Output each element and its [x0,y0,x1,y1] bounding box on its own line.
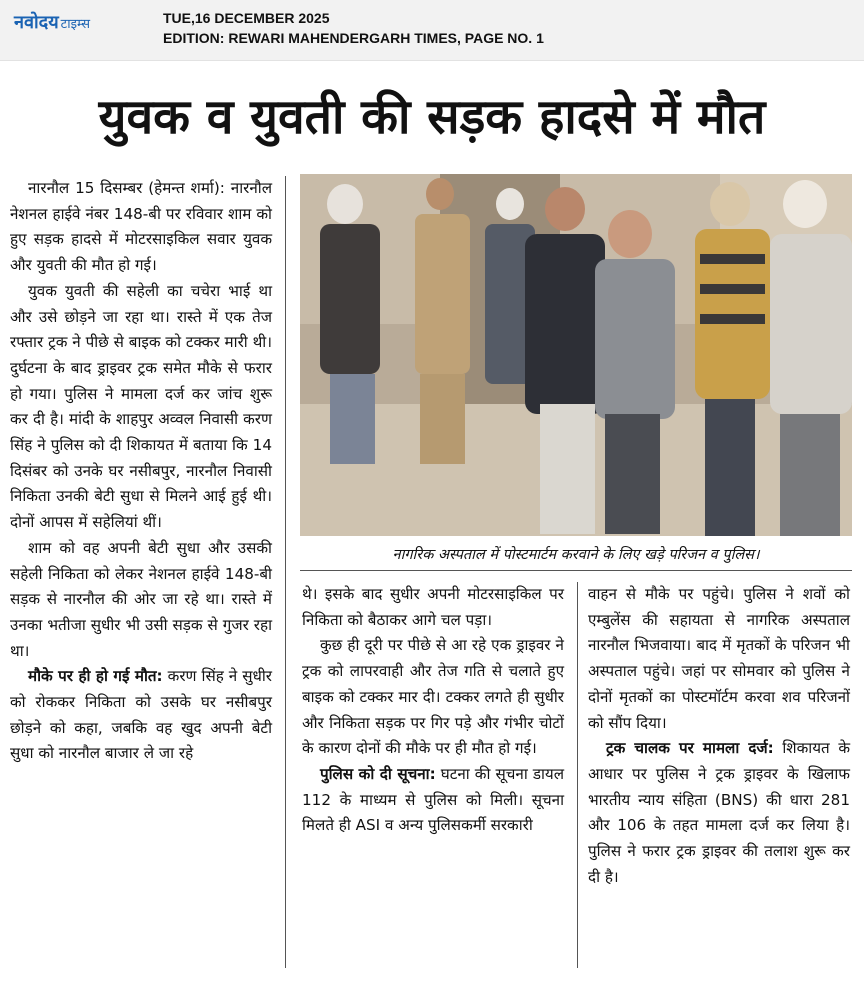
column1-paragraph-4-text: करण सिंह ने सुधीर को रोककर निकिता को उसके घर नसीबपुर छोड़ने को कहा, जबकि वह खुद अपनी बेटी सुधा को नारनौल बाजार ले जा रहे [10,667,272,763]
edition-info: EDITION: REWARI MAHENDERGARH TIMES, PAGE NO. 1 [163,30,544,46]
column2-paragraph-3 [302,762,564,839]
edition-meta [163,8,544,48]
subheading-case-registered: ट्रक चालक पर मामला दर्ज: [606,739,774,758]
column1-paragraph-3: शाम को वह अपनी बेटी सुधा और उसकी सहेली निकिता को लेकर नेशनल हाईवे 148-बी सड़क से नारनौल की ओर जा रहे था। रास्ते में उनका भतीजा सुधीर भी उसी सड़क से गुजर रहा था। [10,538,272,660]
article-column-3 [588,582,850,890]
column-divider-2 [577,582,578,968]
subheading-death-on-spot: मौके पर ही हो गई मौत: [28,667,163,686]
logo-main-text: नवोदय [14,12,59,33]
column1-paragraph-1: नारनौल 15 दिसम्बर (हेमन्त शर्मा): नारनौल नेशनल हाईवे नंबर 148-बी पर रविवार शाम को हुए सड़क हादसे में मोटरसाइकिल सवार युवक और युवती की मौत हो गई। [10,179,272,275]
article-column-2 [302,582,564,839]
article-column-1 [10,176,272,767]
photo-caption: नागरिक अस्पताल में पोस्टमार्टम करवाने के लिए खड़े परिजन व पुलिस। [300,540,852,571]
newspaper-logo[interactable] [14,10,90,34]
logo-sub-text: टाइम्स [60,17,90,32]
column3-paragraph-2-text: शिकायत के आधार पर पुलिस ने ट्रक ड्राइवर के खिलाफ भारतीय न्याय संहिता (BNS) की धारा 281 और 106 के तहत मामला दर्ज कर लिया है। पुलिस ने फरार ट्रक ड्राइवर की तलाश शुरू कर दी है। [588,739,850,886]
newspaper-header-bar [0,0,864,61]
column1-paragraph-2: युवक युवती की सहेली का चचेरा भाई था और उसे छोड़ने जा रहा था। रास्ते में एक तेज रफ्तार ट्रक ने पीछे से बाइक को टक्कर मारी थी। दुर्घटना के बाद ड्राइवर ट्रक समेत मौके से फरार हो गया। पुलिस ने मामला दर्ज कर जांच शुरू कर दी है। मांदी के शाहपुर अव्वल निवासी करण सिंह ने पुलिस को दी शिकायत में बताया कि 14 दिसंबर को उनके घर नसीबपुर, नारनौल निवासी निकिता उनकी बेटी सुधा से मिलने आई हुई थी। दोनों आपस में सहेलियां थीं। [10,281,272,532]
publication-date: TUE,16 DECEMBER 2025 [163,10,330,26]
column3-paragraph-1: वाहन से मौके पर पहुंचे। पुलिस ने शवों को एम्बुलेंस की सहायता से नागरिक अस्पताल नारनौल भिजवाया। बाद में मृतकों के परिजन भी अस्पताल पहुंचे। जहां पर सोमवार को पुलिस ने दोनों मृतकों का पोस्टमॉर्टम करवा शव परिजनों को सौंप दिया। [588,585,850,732]
subheading-police-informed: पुलिस को दी सूचना: [320,764,436,783]
column1-paragraph-4 [10,664,272,767]
article-headline: युवक व युवती की सड़क हादसे में मौत [98,89,766,145]
column3-paragraph-2 [588,736,850,890]
column2-paragraph-1: थे। इसके बाद सुधीर अपनी मोटरसाइकिल पर निकिता को बैठाकर आगे चल पड़ा। [302,585,564,629]
column2-paragraph-3-text: घटना की सूचना डायल 112 के माध्यम से पुलिस को मिली। सूचना मिलते ही ASI व अन्य पुलिसकर्मी सरकारी [302,764,564,835]
column2-paragraph-2: कुछ ही दूरी पर पीछे से आ रहे एक ड्राइवर ने ट्रक को लापरवाही और तेज गति से चलाते हुए बाइक को टक्कर मार दी। टक्कर लगते ही सुधीर और निकिता सड़क पर गिर पड़े और गंभीर चोटों के कारण दोनों की मौके पर ही मौत हो गई। [302,636,564,758]
article-photo [300,174,852,536]
column-divider-1 [285,176,286,968]
